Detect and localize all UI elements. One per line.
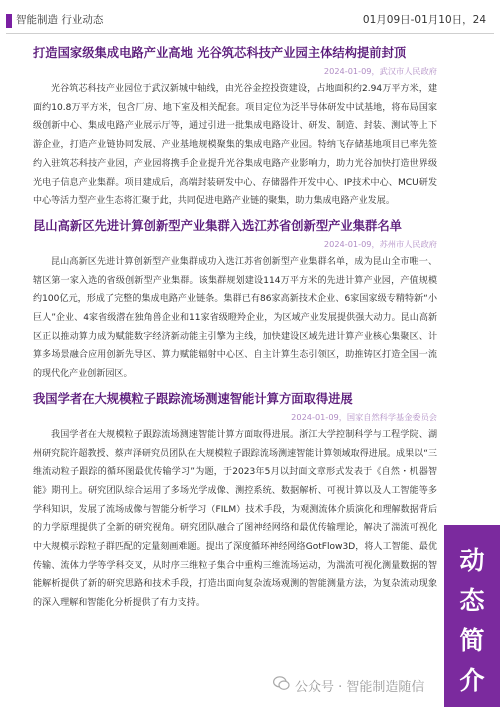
page-header — [0, 0, 500, 36]
article-2-body: 昆山高新区先进计算创新型产业集群成功入选江苏省创新型产业集群名单，成为昆山全市唯一、辖区第一家入选的省级创新型产业集群。该集群规划建设114万平方米的先进计算产业园，产值规模约100亿元，形成了完整的集成电路产业链条。集群已有86家高新技术企业、6家国家级专精特新“小巨人”企业、4家省级潜在独角兽企业和11家省级瞪羚企业，为区域产业发展提供强大动力。昆山高新区正以推动算力成为赋能数字经济新动能主引擎为主线，加快建设区域先进计算产业核心集聚区、计算多场景融合应用创新先导区、算力赋能辐射中心区、自主计算生态引领区，助推铸区打造全国一流的现代化产业创新园区。 — [33, 256, 437, 380]
article-3-meta: 2024-01-09，国家自然科学基金委员会 — [291, 411, 437, 422]
article-1-title[interactable]: 打造国家级集成电路产业高地 光谷筑芯科技产业园主体结构提前封顶 — [33, 46, 407, 60]
header-date-range: 01月09日-01月10日，24 — [362, 14, 486, 26]
article-2-meta: 2024-01-09，苏州市人民政府 — [323, 238, 437, 249]
header-divider — [6, 33, 494, 34]
header-accent-bar — [6, 14, 12, 28]
article-3 — [33, 390, 437, 613]
sidebar-char-2: 态 — [459, 586, 485, 615]
article-3-body: 我国学者在大规模粒子跟踪流场测速智能计算方面取得进展。浙江大学控制科学与工程学院、湖州研究院许超教授、蔡声泽研究员团队在大规模粒子跟踪流场测速智能计算领域取得进展。成果以“三维流动粒子跟踪的循环图最优传输学习”为题，于2023年5月以封面文章形式发表于《自然・机器智能》期刊上。研究团队综合运用了多场光学成像、测控系统、数据解析、可视计算以及人工智能等多学科知识，发展了流场成像与智能分析学习（FILM）技术手段，为观测流体介质演化和理解数据背后的力学原理提供了全新的研究视角。研究团队融合了图神经网络和最优传输理论，解决了湍流可视化中大规模示踪粒子群匹配的定量刻画难题。提出了深度循环神经网络GotFlow3D，将人工智能、最优传输、流体力学等学科交叉，从时序三维粒子集合中重构三维流场运动，为湍流可视化测量数据的智能解析提供了新的研究思路和技术手段，打造出面向复杂流场观测的智能测量方法，为复杂流动现象的深入理解和智能化分析提供了有力支持。 — [33, 429, 437, 609]
watermark-text: 公众号 · 智能制造随信 — [295, 680, 425, 695]
article-1-body: 光谷筑芯科技产业园位于武汉新城中轴线，由光谷金控投资建设，占地面积约2.94万平方米，建面约10.8万平方米，包含厂房、地下室及相关配套。项目定位为泛半导体研发中试基地，将布局国家级创新中心、集成电路产业展示厅等，通过引进一批集成电路设计、研发、制造、封装、测试等上下游企业，打造产业链协同发展、产业基地规模聚集的集成电路产业园。特纳飞存储基地项目已率先签约入驻筑芯科技产业园，产业园将携手企业提升光谷集成电路产业影响力，助力光谷加快打造世界级光电子信息产业集群。项目建成后，高端封装研发中心、存储器件开发中心、IP技术中心、MCU研发中心等活力型产业生态将汇聚于此，共同促进电路产业链的聚集，助力集成电路产业发展。 — [33, 84, 437, 207]
sidebar-char-4: 介 — [459, 666, 485, 695]
article-1 — [33, 44, 437, 211]
section-sidebar-tab — [444, 525, 500, 707]
article-1-meta: 2024-01-09，武汉市人民政府 — [323, 66, 437, 76]
article-2-title[interactable]: 昆山高新区先进计算创新型产业集群入选江苏省创新型产业集群名单 — [33, 218, 402, 233]
article-3-title[interactable]: 我国学者在大规模粒子跟踪流场测速智能计算方面取得进展 — [33, 391, 353, 406]
article-2 — [33, 217, 437, 384]
header-section-label: 智能制造 行业动态 — [16, 14, 104, 26]
wechat-icon — [273, 676, 290, 691]
sidebar-char-3: 简 — [459, 626, 485, 655]
sidebar-char-1: 动 — [459, 546, 485, 575]
article-list — [33, 44, 437, 613]
